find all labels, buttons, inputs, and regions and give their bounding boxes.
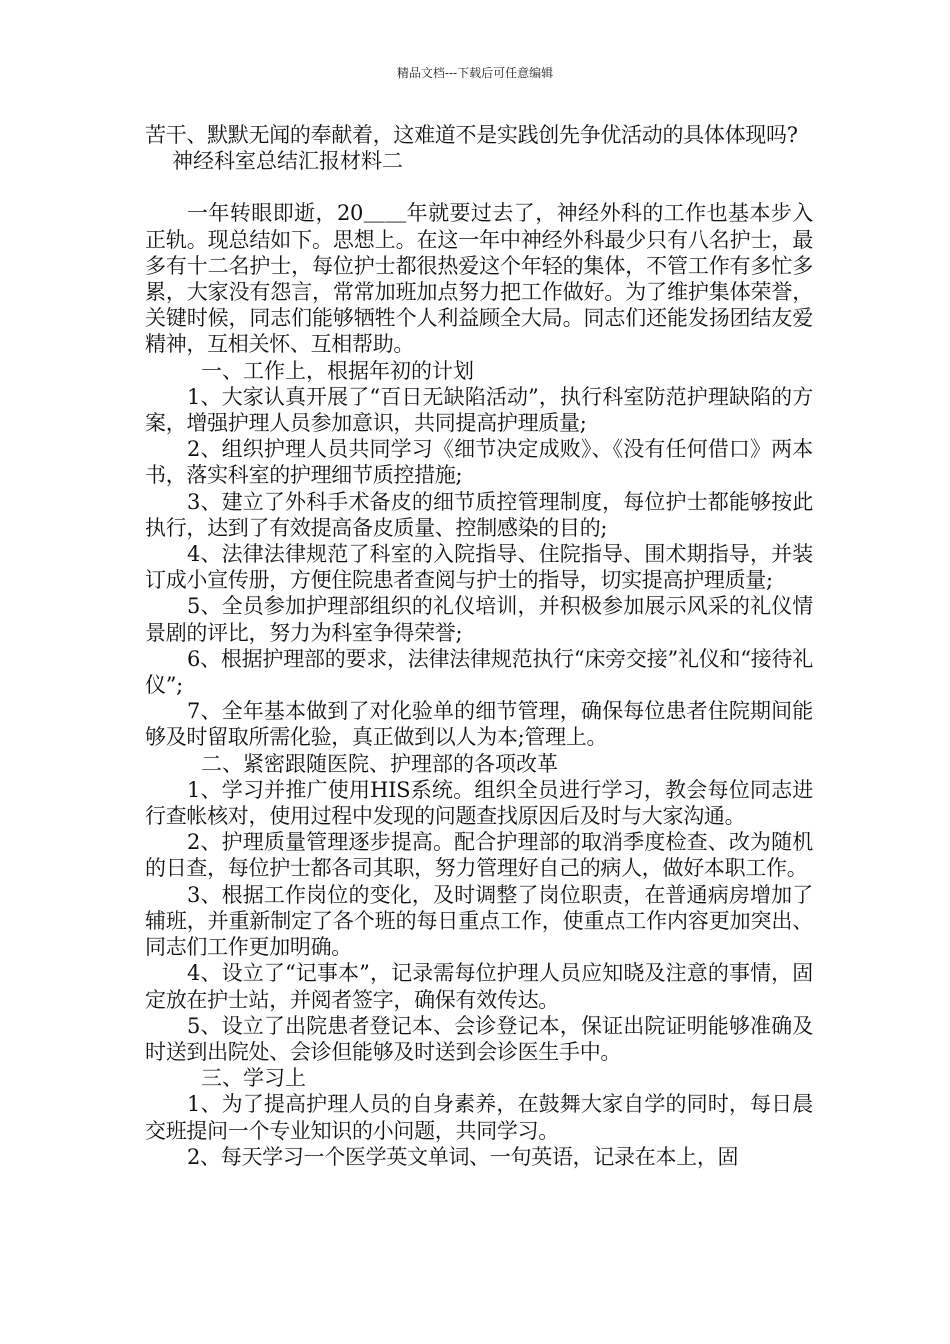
part1-heading: 一、工作上，根据年初的计划	[201, 358, 474, 383]
list-item: 3、根据工作岗位的变化，及时调整了岗位职责，在普通病房增加了辅班，并重新制定了各个班的每日重点工作，使重点工作内容更加突出、同志们工作更加明确。	[145, 882, 813, 960]
list-item: 2、每天学习一个医学英文单词、一句英语，记录在本上，固	[187, 1144, 739, 1169]
list-item: 5、全员参加护理部组织的礼仪培训，并积极参加展示风采的礼仪情景剧的评比，努力为科室争得荣誉;	[145, 594, 813, 645]
list-item: 5、设立了出院患者登记本、会诊登记本，保证出院证明能够准确及时送到出院处、会诊但能够及时送到会诊医生手中。	[145, 1013, 813, 1064]
part3-heading: 三、学习上	[201, 1066, 306, 1091]
list-item: 2、护理质量管理逐步提高。配合护理部的取消季度检查、改为随机的日查，每位护士都各司其职，努力管理好自己的病人，做好本职工作。	[145, 830, 813, 881]
list-item: 2、组织护理人员共同学习《细节决定成败》、《没有任何借口》两本书，落实科室的护理细节质控措施;	[145, 437, 813, 488]
list-item: 4、设立了“记事本”，记录需每位护理人员应知晓及注意的事情，固定放在护士站，并阅者签字，确保有效传达。	[145, 961, 813, 1012]
list-item: 1、大家认真开展了“百日无缺陷活动”，执行科室防范护理缺陷的方案，增强护理人员参加意识，共同提高护理质量;	[145, 384, 813, 436]
intro-continuation: 苦干、默默无闻的奉献着，这难道不是实践创先争优活动的具体体现吗?	[145, 123, 798, 147]
page-header: 精品文档---下载后可任意编辑	[396, 66, 554, 80]
list-item: 6、根据护理部的要求，法律法律规范执行“床旁交接”礼仪和“接待礼仪”;	[145, 646, 813, 698]
list-item: 3、建立了外科手术备皮的细节质控管理制度，每位护士都能够按此执行，达到了有效提高备皮质量、控制感染的目的;	[145, 489, 813, 540]
list-item: 1、学习并推广使用HIS系统。组织全员进行学习，教会每位同志进行查帐核对，使用过程中发现的问题查找原因后及时与大家沟通。	[145, 777, 813, 829]
part2-heading: 二、紧密跟随医院、护理部的各项改革	[201, 751, 558, 776]
opening-paragraph: 一年转眼即逝，20＿＿年就要过去了，神经外科的工作也基本步入正轨。现总结如下。思想上。在这一年中神经外科最少只有八名护士，最多有十二名护士，每位护士都很热爱这个年轻的集体，不管工作有多忙多累，大家没有怨言，常常加班加点努力把工作做好。为了维护集体荣誉，关键时候，同志们能够牺牲个人利益顾全大局。同志们还能发扬团结友爱精神，互相关怀、互相帮助。	[145, 201, 813, 357]
list-item: 1、为了提高护理人员的自身素养，在鼓舞大家自学的同时，每日晨交班提问一个专业知识的小问题，共同学习。	[145, 1092, 813, 1143]
list-item: 7、全年基本做到了对化验单的细节管理，确保每位患者住院期间能够及时留取所需化验，真正做到以人为本;管理上。	[145, 699, 813, 750]
list-item: 4、法律法律规范了科室的入院指导、住院指导、围术期指导，并装订成小宣传册，方便住院患者查阅与护士的指导，切实提高护理质量;	[145, 542, 813, 593]
section-title: 神经科室总结汇报材料二	[172, 149, 403, 174]
document-body	[145, 122, 813, 1170]
